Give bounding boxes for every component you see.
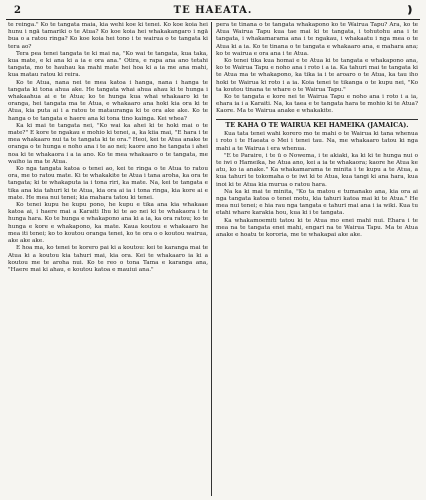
column-divider xyxy=(211,22,212,496)
paragraph: Tera pea tenei tangata te ki mai na, "Ko wai te tangata, kua taka, kua mate, e ki ana ki a ia e ora ana." Otira, e rapa ana ano tetahi tangata, mo te hauhau ka mahi mate hei hoa ki a ia me ana mahi, kua matau ratou ki reira. xyxy=(8,50,208,79)
page-number: 2 xyxy=(14,5,21,16)
left-column xyxy=(8,22,208,498)
paragraph: Na ka ki mai te minita, "Ko ta matou e tumanako ana, kia ora ai nga tangata katoa o tenei motu, kia tahuri katoa mai ki te Atua." He mea nui tenei; e hia rau nga tangata e tahuri mai ana i ia wiki. Kua tu etahi whare karakia hou, kua ki i te tangata. xyxy=(216,188,418,217)
page-title: TE HAEATA. xyxy=(173,5,253,16)
page-header xyxy=(8,4,418,18)
paragraph: E hoa ma, ko tenei te korero pai ki a koutou: kei te karanga mai te Atua ki a koutou kia tahuri mai, kia ora. Kei te whakaaro ia ki a koutou me te aroha nui. Ko te reo o tona Tama e karanga ana, "Haere mai ki ahau, e koutou katoa e mauiui ana." xyxy=(8,245,208,273)
paragraph: Ko tenei kupu he kupu pono, he kupu e tika ana kia whakaae katoa ai, i haere mai a Karaiti Ihu ki te ao nei ki te whakaora i te hunga hara. Ko te hunga e whakapono ana ki a ia, ka ora ratou; ko te hunga e kore e whakapono, ka mate. Kaua koutou e whakaaro he mea iti tenei; ko to koutou oranga tenei, ko te ora o o koutou wairua, ake ake ake. xyxy=(8,202,208,245)
paragraph: Ko te Atua, nana nei te mea katoa i hanga, nana i hanga te tangata ki tona ahua ake. He tangata whai ahua ahau ki te hunga i whakaahua ai e te Atua; ko te hunga kua whai whakaaro ki te oranga, hei tangata ma te Atua, e whakaaro ana hoki kia ora ki te Atua, kia puta ai i a ratou te matauranga ki te ora ake ake. Ko te hanga o te tangata e haere ana ki tona tino kainga. Kei whea? xyxy=(8,79,208,122)
section-heading: TE KAHA O TE WAIRUA KEI HAMEIKA (JAMAICA). xyxy=(216,119,418,130)
paragraph: Ko nga tangata katoa o tenei ao, kei te ringa o te Atua to ratou ora, me to ratou mate. Ki te whakakite te Atua i tana aroha, ka ora te tangata; ki te whakaputa ia i tona riri, ka mate. Na, kei te tangata e tika ana kia tahuri ki te Atua, kia ora ai ia i tona ringa, kia kore ai e mate. He mea nui tenei; kia mahara tatou ki tenei. xyxy=(8,166,208,201)
header-rule xyxy=(6,19,420,20)
paragraph: Ka ki mai te tangata nei, "Ko wai ka ahei ki te hoki mai o te mate?" E kore te ngakau e mohio ki tenei, a, ka kiia mai, "E hara i te mea whakaaro nui ta te tangata ki te ora." Heoi, kei te Atua anake te oranga o te hunga e noho ana i te ao nei; kaore ano he tangata i ahei noa ki te whakaora i a ia ano. Ko te mea whakaaro o te tangata, me waiho ia ma te Atua. xyxy=(8,122,208,165)
paragraph: "E te Paraire, i te ū o Nowema, i te akiaki, ka ki ki te hunga nui o te iwi o Hameika, he Atua ano, kei a ia te whakaora; kaore he Atua ke atu, ko ia anake." Ka whakamarama te minita i te kupu a te Atua, a kua tahuri te tokomaha o te iwi ki te Atua, kua tangi ki ana hara, kua inoi ki te Atua kia murua o ratou hara. xyxy=(216,152,418,188)
right-column xyxy=(216,22,418,498)
paragraph: pera te tinana o te tangata whakapono ko te Wairua Tapu? Ara, ko te Atua Wairua Tapu kua tae mai ki te tangata, i tohutohu ana i te tangata, i whakamarama ana i te ngakau, i whakaatu i nga mea o te Atua ki a ia. Ko te tinana o te tangata e whakaaro ana, e mahara ana; ko te wairua e ora ana i te Atua. xyxy=(216,22,418,57)
paragraph: Ko te tangata e kore nei te Wairua Tapu e noho ana i roto i a ia, ehara ia i a Karaiti. Na, ka taea e te tangata hara te mohio ki te Atua? Kaore. Ma te Wairua anake e whakakite. xyxy=(216,94,418,115)
paragraph: Ko tenei tika kua homai e te Atua ki te tangata e whakapono ana, ko te Wairua Tapu e noho ana i roto i a ia. Ka tahuri mai te tangata ki te Atua ma te whakapono, ka tika ia i te aroaro o te Atua, ka tau iho hoki te Wairua ki roto i a ia. Koia tenei te tikanga o te kupu nei, "Ko ta koutou tinana te whare o te Wairua Tapu." xyxy=(216,58,418,93)
paragraph: te reinga." Ko te tangata maia, kia wehi koe ki tenei. Ko koe koia hei hunu i ngā tamariki o te Atua? Ko koe koia hei whakakangaro i ngā bua o a ratou ringa? Ko koe koia hei tono i te wairua o te tangata ki tera ao? xyxy=(8,22,208,50)
paragraph: Ka whakamoemiti tatou ki te Atua mo enei mahi nui. Ehara i te mea na te tangata enei mahi, engari na te Wairua Tapu. Ma te Atua anake e hoatu te kororia, me te whakapai ake ake. xyxy=(216,217,418,239)
paragraph: Kua tata tenei wahi korero mo te mahi o te Wairua ki tana whenua i roto i te Haeata o Mei i tenei tau. Na, me whakaaro tatou ki nga mahi a te Wairua i era whenua. xyxy=(216,131,418,152)
corner-mark: ❫ xyxy=(405,5,414,16)
